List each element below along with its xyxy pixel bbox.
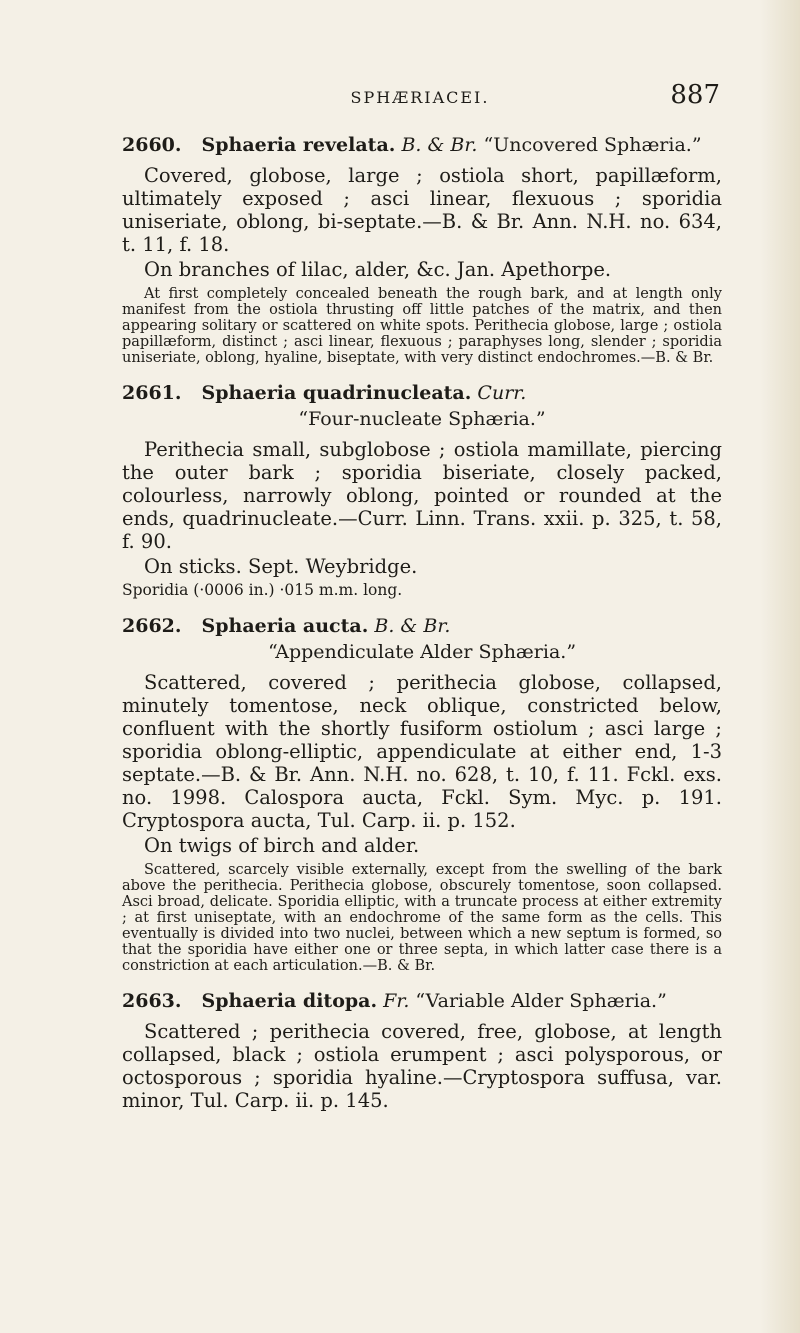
entry-habitat: On branches of lilac, alder, &c. Jan. Apethorpe. <box>144 258 612 281</box>
species-authority: B. & Br. <box>374 615 451 637</box>
entry-measurement: Sporidia (·0006 in.) ·015 m.m. long. <box>122 581 403 599</box>
page-number: 887 <box>670 80 720 110</box>
entry-number: 2663. <box>122 990 182 1012</box>
entry-habitat: On sticks. Sept. Weybridge. <box>144 555 418 578</box>
entry-note: At first completely concealed beneath the rough bark, and at length only manifest from the ostiola thrusting off little patches of the matrix, and then appearing solitary or scattered on white spots. Perithecia globose, large ; ostiola papillæform, distinct ; asci linear, flexuous ; paraphyses long, slender ; sporidia uniseriate, oblong, hyaline, biseptate, with very distinct endochromes.—B. & Br. <box>122 286 722 366</box>
species-name: Sphaeria revelata. <box>201 134 396 156</box>
page-body <box>122 132 722 1126</box>
entry-note: Scattered, scarcely visible externally, except from the swelling of the bark above the perithecia. Perithecia globose, obscurely tomentose, soon collapsed. Asci broad, delicate. Sporidia elliptic, with a truncate process at either extremity ; at first uniseptate, with an endochrome of the same form as the cells. This eventually is divided into two nuclei, between which a new septum is formed, so that the sporidia have either one or three septa, in which latter case there is a constriction at each articulation.—B. & Br. <box>122 862 722 974</box>
entry-number: 2660. <box>122 134 182 156</box>
entry-habitat: On twigs of birch and alder. <box>144 834 420 857</box>
entry-2661 <box>122 380 722 599</box>
species-name: Sphaeria quadrinucleata. <box>201 382 472 404</box>
page-edge-shading <box>760 0 800 1333</box>
common-name: “Appendiculate Alder Sphæria.” <box>267 641 577 663</box>
common-name: “Uncovered Sphæria.” <box>483 134 702 156</box>
entry-description: Perithecia small, subglobose ; ostiola mamillate, piercing the outer bark ; sporidia biseriate, closely packed, colourless, narrowly oblong, pointed or rounded at the ends, quadrinucleate.—Curr. Linn. Trans. xxii. p. 325, t. 58, f. 90. <box>122 438 722 553</box>
entry-2662 <box>122 613 722 974</box>
entry-heading <box>122 988 722 1014</box>
entry-2660 <box>122 132 722 366</box>
species-name: Sphaeria aucta. <box>201 615 369 637</box>
common-name: “Variable Alder Sphæria.” <box>415 990 667 1012</box>
running-title: SPHÆRIACEI. <box>350 88 490 107</box>
entry-description: Covered, globose, large ; ostiola short, papillæform, ultimately exposed ; asci linear, flexuous ; sporidia uniseriate, oblong, bi-septate.—B. & Br. Ann. N.H. no. 634, t. 11, f. 18. <box>122 164 722 256</box>
entry-number: 2662. <box>122 615 182 637</box>
entry-heading <box>122 613 722 665</box>
entry-description: Scattered ; perithecia covered, free, globose, at length collapsed, black ; ostiola erumpent ; asci polysporous, or octosporous ; sporidia hyaline.—Cryptospora suffusa, var. minor, Tul. Carp. ii. p. 145. <box>122 1020 722 1112</box>
species-authority: Curr. <box>477 382 527 404</box>
species-authority: B. & Br. <box>401 134 478 156</box>
entry-description: Scattered, covered ; perithecia globose, collapsed, minutely tomentose, neck oblique, constricted below, confluent with the shortly fusiform ostiolum ; asci large ; sporidia oblong-elliptic, appendiculate at either end, 1-3 septate.—B. & Br. Ann. N.H. no. 628, t. 10, f. 11. Fckl. exs. no. 1998. Calospora aucta, Fckl. Sym. Myc. p. 191. Cryptospora aucta, Tul. Carp. ii. p. 152. <box>122 671 722 832</box>
species-name: Sphaeria ditopa. <box>201 990 378 1012</box>
entry-heading <box>122 132 722 158</box>
entry-heading <box>122 380 722 432</box>
species-authority: Fr. <box>383 990 410 1012</box>
entry-number: 2661. <box>122 382 182 404</box>
common-name: “Four-nucleate Sphæria.” <box>298 408 546 430</box>
entry-2663 <box>122 988 722 1112</box>
page-header <box>120 70 720 110</box>
